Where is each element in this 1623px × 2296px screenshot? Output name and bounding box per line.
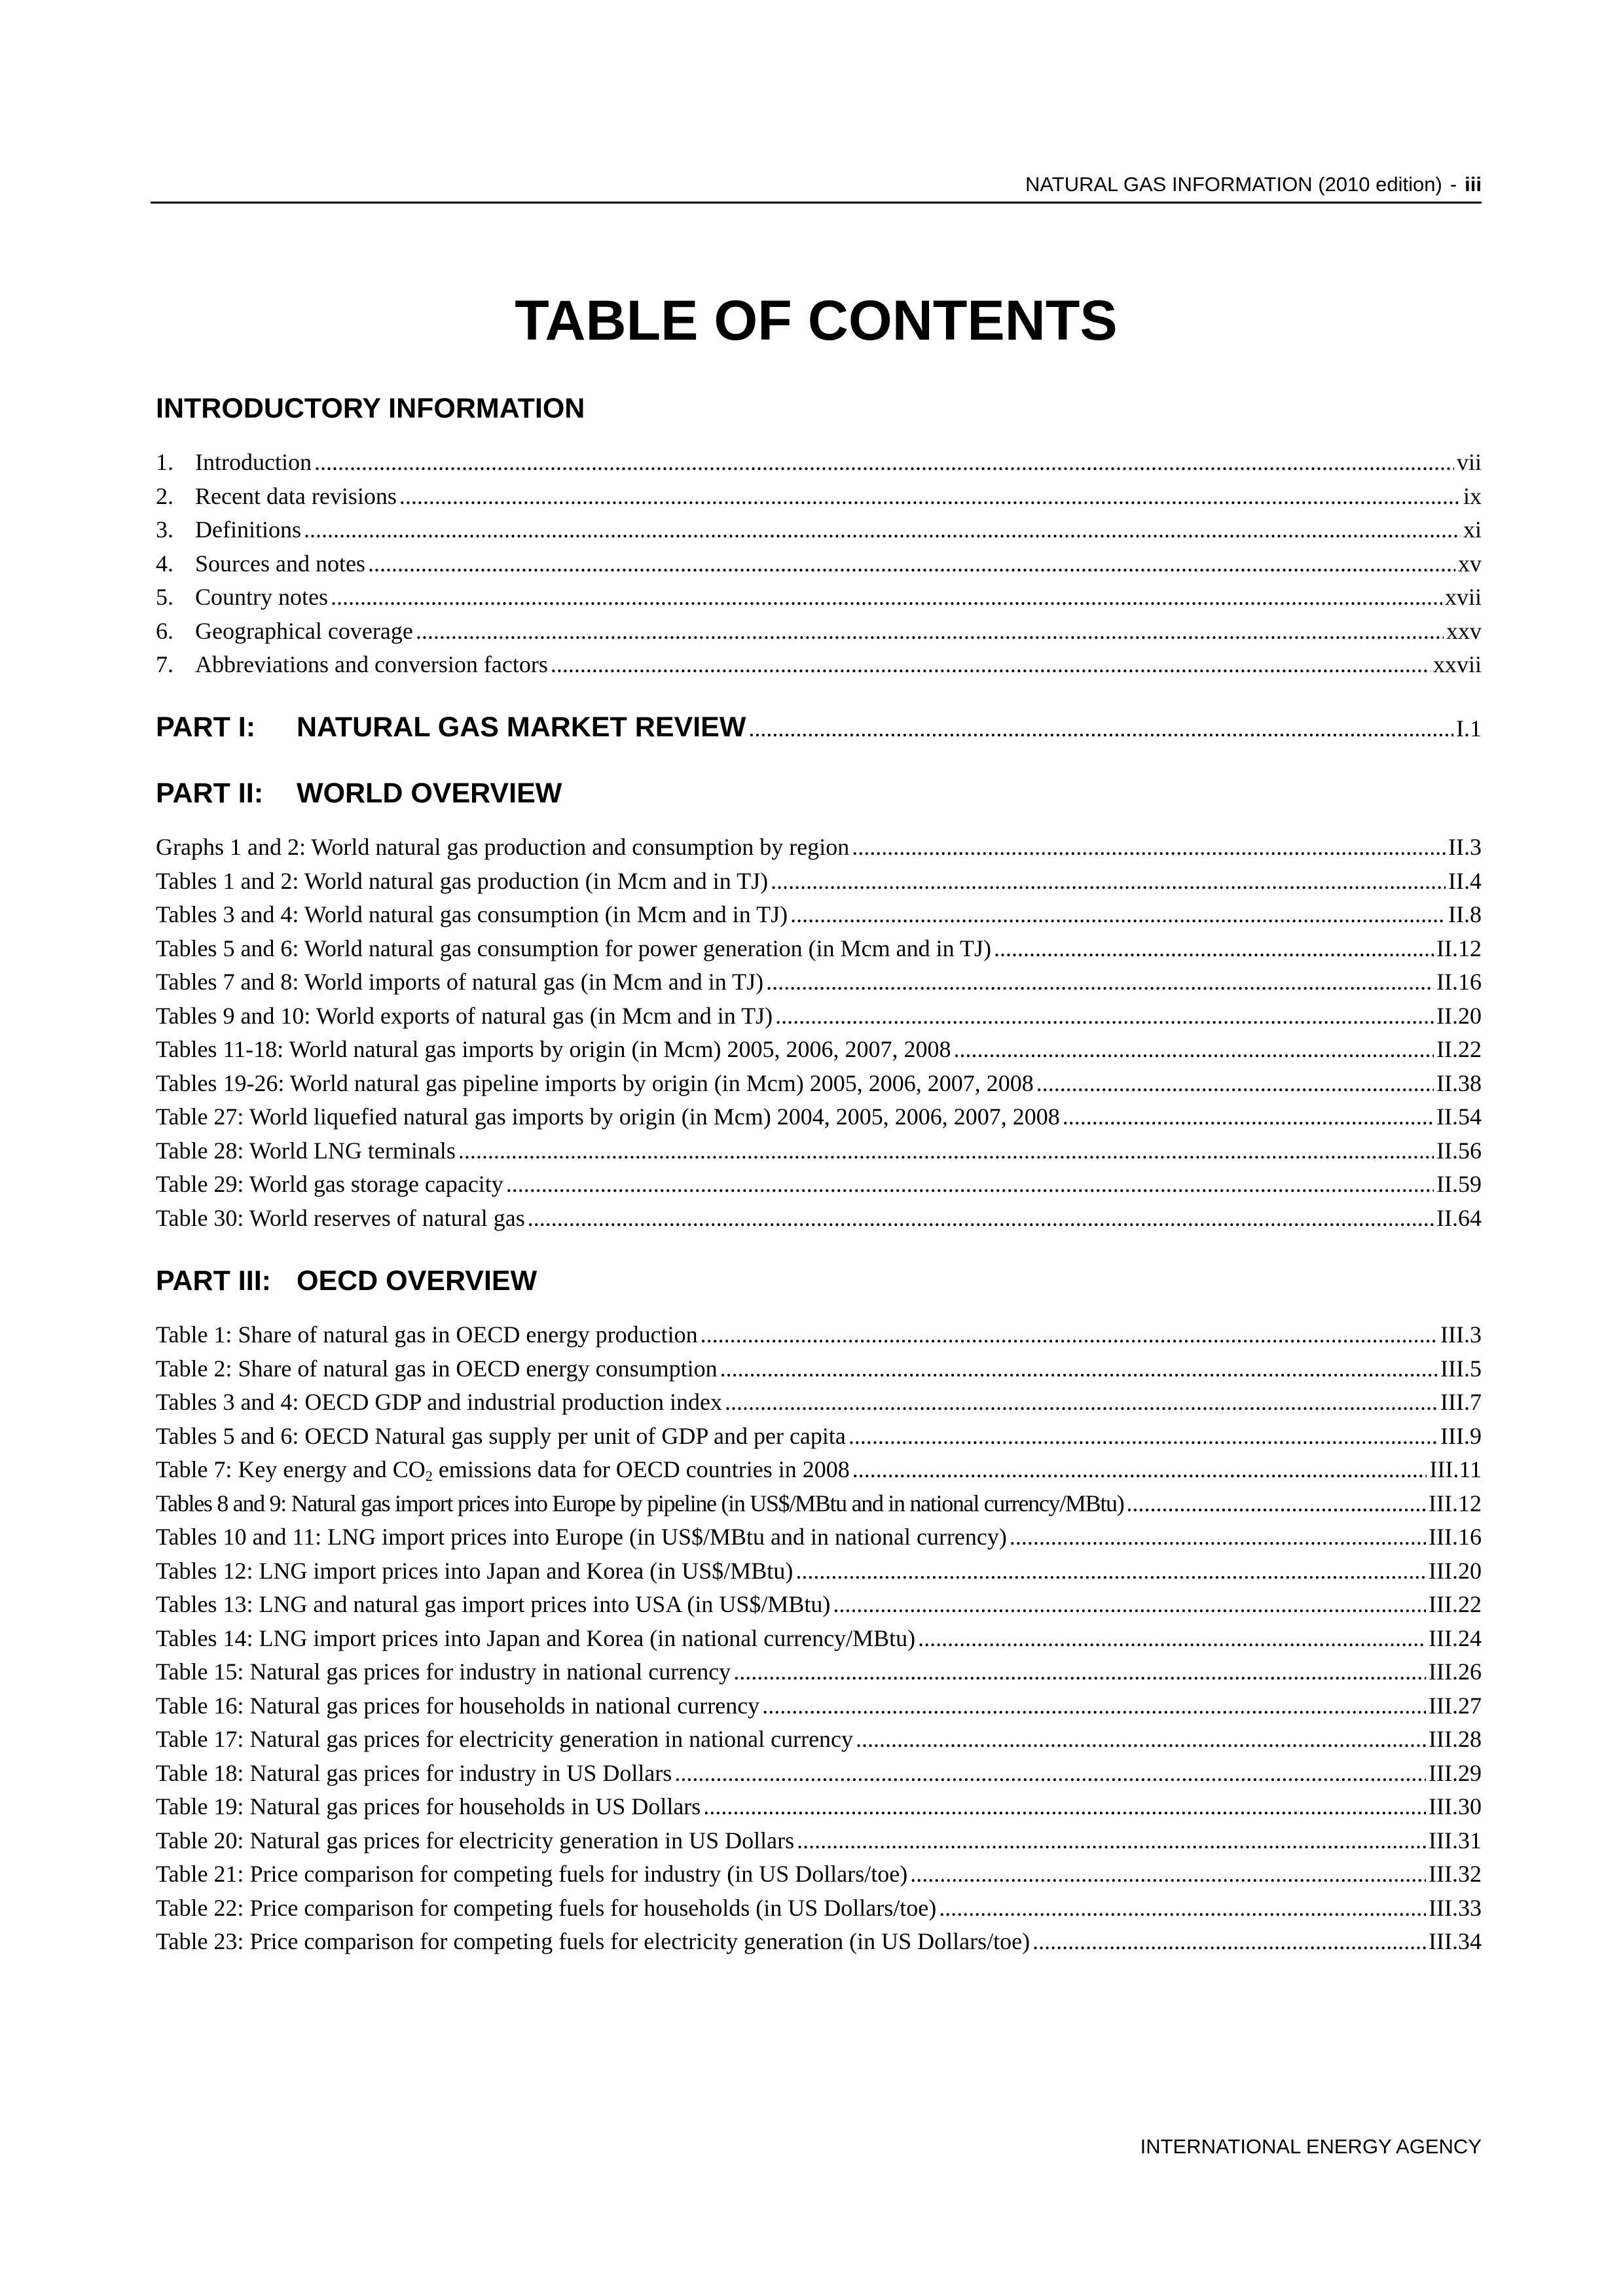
part-2-toc-list	[156, 831, 1482, 1235]
toc-entry-label: Table 15: Natural gas prices for industry in national currency	[156, 1659, 731, 1685]
toc-entry-label: Introduction	[195, 449, 312, 475]
part-1-page: I.1	[1456, 715, 1482, 742]
toc-entry-page: III.16	[1429, 1524, 1482, 1550]
toc-entry[interactable]	[156, 1420, 1482, 1454]
toc-entry-label: Tables 13: LNG and natural gas import prices into USA (in US$/MBtu)	[156, 1591, 831, 1617]
toc-entry-label: Tables 3 and 4: World natural gas consumption (in Mcm and in TJ)	[156, 901, 788, 927]
toc-entry-label: Table 22: Price comparison for competing fuels for households (in US Dollars/toe)	[156, 1894, 937, 1921]
dot-leader	[733, 1655, 1426, 1689]
toc-entry[interactable]	[156, 1168, 1482, 1202]
toc-entry-label: Table 29: World gas storage capacity	[156, 1171, 503, 1197]
dot-leader	[775, 999, 1434, 1033]
toc-entry-label: Tables 10 and 11: LNG import prices into Europe (in US$/MBtu and in national currency)	[156, 1524, 1007, 1550]
toc-entry[interactable]	[156, 1723, 1482, 1757]
toc-entry-label: Tables 7 and 8: World imports of natural gas (in Mcm and in TJ)	[156, 969, 764, 995]
toc-entry-label: Tables 8 and 9: Natural gas import prices into Europe by pipeline (in US$/MBtu and in national currency/MBtu)	[156, 1490, 1124, 1516]
dot-leader	[314, 446, 1454, 480]
toc-entry-page: III.20	[1429, 1557, 1482, 1584]
toc-entry[interactable]	[156, 1554, 1482, 1588]
toc-entry[interactable]	[156, 1318, 1482, 1352]
header-page-number: iii	[1465, 173, 1482, 196]
dot-leader	[918, 1622, 1426, 1656]
dot-leader	[368, 547, 1455, 581]
toc-entry-label: Sources and notes	[195, 550, 365, 577]
toc-entry-page: III.7	[1440, 1389, 1482, 1415]
toc-entry[interactable]	[156, 1757, 1482, 1791]
toc-entry-label: Table 19: Natural gas prices for households in US Dollars	[156, 1793, 701, 1820]
toc-entry-label: Recent data revisions	[195, 482, 397, 509]
toc-entry-label: Abbreviations and conversion factors	[195, 651, 548, 677]
dot-leader	[939, 1892, 1426, 1926]
toc-entry[interactable]	[156, 898, 1482, 932]
dot-leader	[1126, 1487, 1426, 1521]
toc-entry-label: Table 23: Price comparison for competing fuels for electricity generation (in US Dollars/toe)	[156, 1928, 1030, 1954]
toc-entry[interactable]	[156, 1067, 1482, 1101]
dot-leader	[953, 1033, 1434, 1067]
part-2-number: PART II:	[156, 778, 264, 809]
dot-leader	[1036, 1067, 1434, 1101]
part-3-title: OECD OVERVIEW	[297, 1265, 538, 1297]
toc-entry[interactable]	[156, 1655, 1482, 1689]
toc-entry[interactable]	[156, 865, 1482, 899]
dot-leader	[833, 1588, 1426, 1622]
intro-toc-list	[156, 446, 1482, 682]
dot-leader	[994, 932, 1434, 966]
toc-entry-page: xv	[1458, 550, 1482, 577]
toc-entry-page: III.28	[1429, 1726, 1482, 1752]
toc-entry[interactable]	[156, 513, 1482, 547]
dot-leader	[856, 1723, 1426, 1757]
dot-leader	[304, 513, 1461, 547]
toc-entry-label: Tables 12: LNG import prices into Japan and Korea (in US$/MBtu)	[156, 1557, 793, 1584]
toc-entry-page: III.30	[1429, 1793, 1482, 1820]
toc-entry[interactable]	[156, 547, 1482, 581]
toc-entry-label: Tables 14: LNG import prices into Japan and Korea (in national currency/MBtu)	[156, 1624, 916, 1651]
toc-entry[interactable]	[156, 1622, 1482, 1656]
toc-entry-page: II.3	[1448, 834, 1482, 860]
toc-entry-page: II.8	[1448, 901, 1482, 927]
toc-entry[interactable]	[156, 831, 1482, 865]
toc-entry-page: II.12	[1436, 935, 1482, 961]
dot-leader	[766, 965, 1434, 999]
toc-entry-number: 3.	[156, 516, 173, 543]
dot-leader	[852, 1453, 1427, 1487]
toc-entry-page: II.4	[1448, 867, 1482, 894]
toc-entry[interactable]	[156, 1352, 1482, 1386]
toc-entry-number: 1.	[156, 449, 173, 475]
dot-leader	[674, 1757, 1426, 1791]
dot-leader	[910, 1857, 1426, 1892]
toc-entry-label: Table 21: Price comparison for competing fuels for industry (in US Dollars/toe)	[156, 1861, 908, 1887]
toc-entry[interactable]	[156, 1892, 1482, 1926]
toc-entry-label: Table 1: Share of natural gas in OECD energy production	[156, 1321, 698, 1348]
dot-leader	[848, 1420, 1438, 1454]
section-heading-part-3	[156, 1262, 1482, 1300]
toc-entry[interactable]	[156, 446, 1482, 480]
toc-entry-label: Geographical coverage	[195, 617, 413, 644]
toc-entry-page: III.22	[1429, 1591, 1482, 1617]
toc-entry-label: Tables 1 and 2: World natural gas production (in Mcm and in TJ)	[156, 867, 769, 894]
footer-agency: INTERNATIONAL ENERGY AGENCY	[1140, 2135, 1482, 2158]
toc-entry[interactable]	[156, 1202, 1482, 1236]
dot-leader	[720, 1352, 1438, 1386]
toc-entry-number: 4.	[156, 550, 173, 577]
section-heading-part-2	[156, 774, 1482, 812]
dot-leader	[1032, 1925, 1426, 1959]
dot-leader	[748, 715, 1453, 742]
toc-entry[interactable]	[156, 480, 1482, 514]
part-2-title: WORLD OVERVIEW	[297, 778, 562, 809]
dot-leader	[1010, 1520, 1426, 1554]
toc-entry-page: III.9	[1440, 1422, 1482, 1449]
toc-entry[interactable]	[156, 1386, 1482, 1420]
dot-leader	[506, 1168, 1434, 1202]
toc-entry[interactable]	[156, 1487, 1482, 1521]
section-part-2	[156, 774, 1482, 1235]
toc-entry[interactable]	[156, 1824, 1482, 1858]
dot-leader	[1063, 1100, 1434, 1134]
dot-leader	[852, 831, 1446, 865]
toc-entry[interactable]	[156, 965, 1482, 999]
dot-leader	[771, 865, 1446, 899]
toc-entry-page: II.64	[1436, 1204, 1482, 1231]
toc-entry-label: Tables 5 and 6: OECD Natural gas supply per unit of GDP and per capita	[156, 1422, 846, 1449]
dot-leader	[762, 1689, 1426, 1723]
toc-entry-page: III.27	[1429, 1692, 1482, 1719]
toc-entry[interactable]	[156, 1689, 1482, 1723]
toc-entry-page: xxv	[1446, 617, 1482, 644]
toc-entry-label-text: Table 7: Key energy and CO	[156, 1456, 426, 1482]
toc-entry[interactable]	[156, 1100, 1482, 1134]
dot-leader	[790, 898, 1446, 932]
dot-leader	[725, 1386, 1438, 1420]
dot-leader	[703, 1790, 1426, 1824]
toc-entry-label: Country notes	[195, 584, 328, 610]
dot-leader	[528, 1202, 1434, 1236]
dot-leader	[458, 1134, 1434, 1168]
toc-entry-page: xvii	[1444, 584, 1482, 610]
part-1-number: PART I:	[156, 711, 256, 743]
dot-leader	[797, 1824, 1426, 1858]
toc-entry-label: Graphs 1 and 2: World natural gas production and consumption by region	[156, 834, 850, 860]
toc-entry[interactable]	[156, 648, 1482, 682]
dot-leader	[795, 1554, 1426, 1588]
toc-entry-page: III.33	[1429, 1894, 1482, 1921]
dot-leader	[399, 480, 1461, 514]
toc-entry-number: 2.	[156, 482, 173, 509]
toc-entry-label: Definitions	[195, 516, 301, 543]
toc-entry-page: II.38	[1436, 1069, 1482, 1096]
toc-entry-label: Table 17: Natural gas prices for electricity generation in national currency	[156, 1726, 854, 1752]
toc-entry-label: Table 28: World LNG terminals	[156, 1137, 456, 1164]
part-3-toc-list	[156, 1318, 1482, 1959]
toc-entry-page: III.24	[1429, 1624, 1482, 1651]
toc-entry[interactable]	[156, 1925, 1482, 1959]
toc-entry-label: Tables 11-18: World natural gas imports by origin (in Mcm) 2005, 2006, 2007, 2008	[156, 1036, 951, 1062]
part-1-title: NATURAL GAS MARKET REVIEW	[297, 711, 746, 743]
subscript: 2	[425, 1467, 433, 1484]
section-introductory	[156, 389, 1482, 682]
toc-entry-page: III.5	[1440, 1355, 1482, 1382]
toc-entry-page: II.56	[1436, 1137, 1482, 1164]
dot-leader	[416, 615, 1444, 649]
toc-entry-page: II.20	[1436, 1002, 1482, 1029]
header-title: NATURAL GAS INFORMATION (2010 edition)	[1025, 173, 1442, 196]
toc-entry[interactable]	[156, 1520, 1482, 1554]
toc-entry-label: Tables 3 and 4: OECD GDP and industrial production index	[156, 1389, 723, 1415]
toc-entry[interactable]	[156, 999, 1482, 1033]
header-separator: -	[1450, 173, 1457, 196]
toc-entry-page: III.29	[1429, 1759, 1482, 1786]
toc-entry-label: Tables 9 and 10: World exports of natural gas (in Mcm and in TJ)	[156, 1002, 773, 1029]
toc-entry-label: Table 30: World reserves of natural gas	[156, 1204, 525, 1231]
toc-entry[interactable]	[156, 581, 1482, 615]
toc-entry[interactable]	[156, 932, 1482, 966]
dot-leader	[701, 1318, 1438, 1352]
toc-entry-label: Table 20: Natural gas prices for electricity generation in US Dollars	[156, 1827, 795, 1854]
page-title: TABLE OF CONTENTS	[515, 289, 1118, 352]
toc-entry-part-1[interactable]	[156, 711, 1482, 749]
toc-entry-label-text: emissions data for OECD countries in 2008	[432, 1456, 850, 1482]
dot-leader	[331, 581, 1442, 615]
toc-entry-page: III.3	[1440, 1321, 1482, 1348]
toc-entry-page: ix	[1463, 482, 1482, 509]
toc-entry-label: Table 27: World liquefied natural gas imports by origin (in Mcm) 2004, 2005, 2006, 2007, 2008	[156, 1103, 1060, 1130]
section-part-3	[156, 1262, 1482, 1959]
toc-entry-page: xi	[1463, 516, 1482, 543]
toc-entry[interactable]	[156, 1033, 1482, 1067]
toc-entry-number: 6.	[156, 617, 173, 644]
toc-entry-label: Tables 19-26: World natural gas pipeline imports by origin (in Mcm) 2005, 2006, 2007, 2008	[156, 1069, 1034, 1096]
toc-entry[interactable]	[156, 1134, 1482, 1168]
toc-entry[interactable]	[156, 1453, 1482, 1487]
toc-entry-page: III.12	[1429, 1490, 1482, 1516]
toc-entry-page: III.34	[1429, 1928, 1482, 1954]
toc-entry-page: II.22	[1436, 1036, 1482, 1062]
toc-entry-label: Table 18: Natural gas prices for industry in US Dollars	[156, 1759, 672, 1786]
toc-entry-number: 5.	[156, 584, 173, 610]
toc-entry[interactable]	[156, 1588, 1482, 1622]
toc-entry-page: III.11	[1429, 1456, 1482, 1482]
toc-entry-page: II.16	[1436, 969, 1482, 995]
toc-entry[interactable]	[156, 1857, 1482, 1892]
running-header	[151, 171, 1482, 204]
toc-entry[interactable]	[156, 1790, 1482, 1824]
section-part-1	[156, 711, 1482, 749]
dot-leader	[551, 648, 1431, 682]
part-3-number: PART III:	[156, 1265, 271, 1297]
toc-entry-number: 7.	[156, 651, 173, 677]
toc-entry-page: III.26	[1429, 1659, 1482, 1685]
part-1-heading	[156, 711, 746, 744]
toc-entry-page: xxvii	[1432, 651, 1482, 677]
toc-entry-label: Tables 5 and 6: World natural gas consumption for power generation (in Mcm and in TJ)	[156, 935, 991, 961]
toc-entry-page: vii	[1456, 449, 1482, 475]
toc-entry-label: Table 2: Share of natural gas in OECD energy consumption	[156, 1355, 718, 1382]
toc-entry-label: Table 16: Natural gas prices for households in national currency	[156, 1692, 760, 1719]
toc-entry-page: III.32	[1429, 1861, 1482, 1887]
toc-entry-page: II.54	[1436, 1103, 1482, 1130]
toc-entry-page: II.59	[1436, 1171, 1482, 1197]
section-heading-introductory: INTRODUCTORY INFORMATION	[156, 393, 585, 424]
toc-entry[interactable]	[156, 615, 1482, 649]
toc-entry-page: III.31	[1429, 1827, 1482, 1854]
